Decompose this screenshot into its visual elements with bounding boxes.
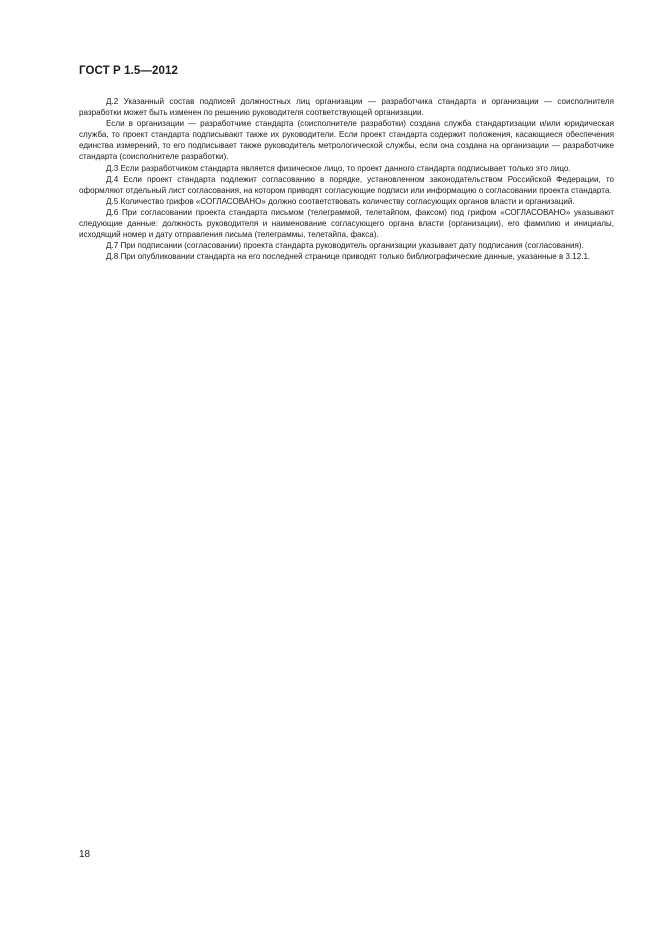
paragraph-d3: Д.3 Если разработчиком стандарта является физическое лицо, то проект данного стандарта подписывает только это лицо. (106, 163, 571, 173)
paragraph-d6: Д.6 При согласовании проекта стандарта письмом (телеграммой, телетайпом, факсом) под грифом «СОГЛАСОВАНО» указывают следующие данные: должность руководителя и наименование согласующего органа власти (организации), его фамилию и инициалы, исходящий номер и дату отправления письма (телеграммы, телетайпа, факса). (79, 207, 614, 240)
paragraph-d7: Д.7 При подписании (согласовании) проекта стандарта руководитель организации указывает дату подписания (согласования). (106, 241, 584, 251)
paragraph-d4: Д.4 Если проект стандарта подлежит согласованию в порядке, установленном законодательством Российской Федерации, то оформляют отдельный лист согласования, на котором приводят согласующие подписи или информацию о согласовании проекта стандарта. (79, 174, 614, 195)
page-number: 18 (79, 849, 91, 860)
paragraph-d2: Д.2 Указанный состав подписей должностных лиц организации — разработчика стандарта и организации — соисполнителя разработки может быть изменен по решению руководителя соответствующей организации. (79, 97, 614, 118)
annex-text-body (79, 96, 614, 262)
standard-designation-header: ГОСТ Р 1.5—2012 (79, 65, 178, 77)
paragraph-d5: Д.5 Количество грифов «СОГЛАСОВАНО» должно соответствовать количеству согласующих органов власти и организаций. (106, 196, 575, 206)
paragraph-d2-continued: Если в организации — разработчике стандарта (соисполнителе разработки) создана служба стандартизации и/или юридическая служба, то проект стандарта подписывают также их руководители. Если проект стандарта содержит положения, касающиеся обеспечения единства измерений, то его подписывает также руководитель метрологической службы, если она создана на организации — разработчике стандарта (соисполнителе разработки). (79, 119, 614, 162)
paragraph-d8: Д.8 При опубликовании стандарта на его последней странице приводят только библиографические данные, указанные в 3.12.1. (106, 252, 591, 262)
